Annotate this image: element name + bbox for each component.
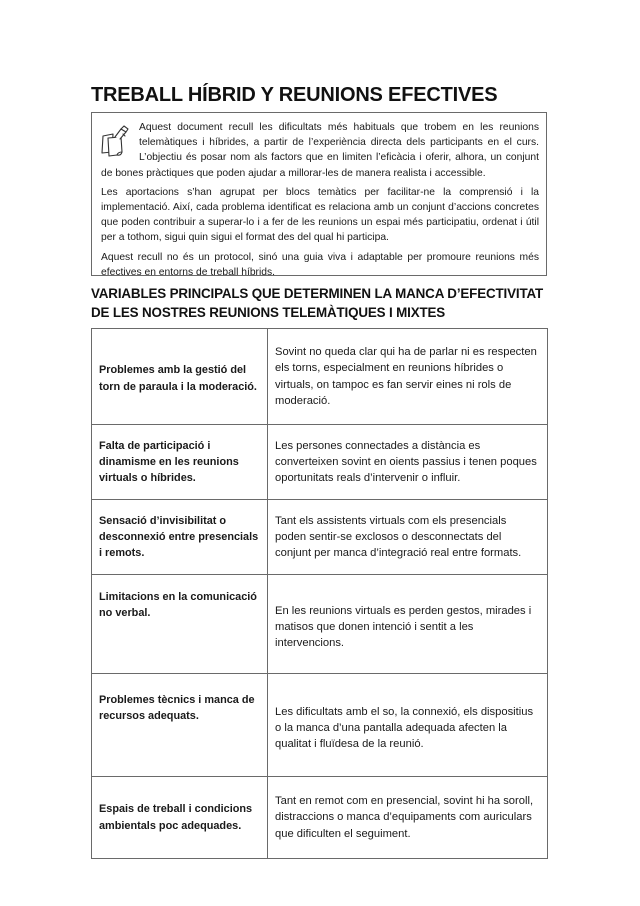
problem-cell: Problemes tècnics i manca de recursos adequats. xyxy=(92,674,268,777)
table-row xyxy=(92,425,548,500)
intro-paragraph-1: Aquest document recull les dificultats més habituals que trobem en les reunions telemàtiques i híbrides, a partir de l’experiència directa dels participants en el curs. L’objectiu és posar nom als factors que en limiten l’eficàcia i oferir, alhora, un conjunt de bones pràctiques que poden ajudar a millorar-les de manera realista i accessible. xyxy=(101,122,539,179)
description-cell: En les reunions virtuals es perden gestos, mirades i matisos que donen intenció i sentit a les intervencions. xyxy=(268,575,548,674)
page-title: TREBALL HÍBRID Y REUNIONS EFECTIVES xyxy=(91,84,498,106)
table-row xyxy=(92,500,548,575)
table-row xyxy=(92,329,548,425)
description-cell: Tant en remot com en presencial, sovint hi ha soroll, distraccions o manca d’equipaments com auriculars que dificulten el seguiment. xyxy=(268,777,548,859)
table-row xyxy=(92,575,548,674)
problem-cell: Limitacions en la comunicació no verbal. xyxy=(92,575,268,674)
table-row xyxy=(92,674,548,777)
intro-paragraph-3: Aquest recull no és un protocol, sinó una guia viva i adaptable per promoure reunions més efectives en entorns de treball híbrids. xyxy=(101,251,539,278)
table-row xyxy=(92,777,548,859)
intro-box xyxy=(91,112,547,276)
description-cell: Les persones connectades a distància es converteixen sovint en oients passius i tenen poques oportunitats reals d’intervenir o influir. xyxy=(268,425,548,500)
description-cell: Tant els assistents virtuals com els presencials poden sentir-se exclosos o desconnectats del conjunt per manca d’integració real entre formats. xyxy=(268,500,548,575)
variables-table xyxy=(91,328,548,859)
description-cell: Les dificultats amb el so, la connexió, els dispositius o la manca d’una pantalla adequada afecten la qualitat i fluïdesa de la reunió. xyxy=(268,674,548,777)
problem-cell: Sensació d’invisibilitat o desconnexió entre presencials i remots. xyxy=(92,500,268,575)
problem-cell: Problemes amb la gestió del torn de paraula i la moderació. xyxy=(92,329,268,425)
description-cell: Sovint no queda clar qui ha de parlar ni es respecten els torns, especialment en reunions híbrides o virtuals, on tampoc es fan servir eines ni rols de moderació. xyxy=(268,329,548,425)
intro-paragraph-2: Les aportacions s’han agrupat per blocs temàtics per facilitar-ne la comprensió i la implementació. Així, cada problema identificat es relaciona amb un conjunt d’accions concretes que poden contribuir a superar-lo i a fer de les reunions un espai més participatiu, ordenat i útil per a tothom, sigui quin sigui el format des del qual hi participa. xyxy=(101,186,539,244)
notes-pin-icon xyxy=(99,122,133,162)
section-title: VARIABLES PRINCIPALS QUE DETERMINEN LA MANCA D’EFECTIVITAT DE LES NOSTRES REUNIONS TELEMÀTIQUES I MIXTES xyxy=(91,286,544,320)
problem-cell: Falta de participació i dinamisme en les reunions virtuals o híbrides. xyxy=(92,425,268,500)
problem-cell: Espais de treball i condicions ambientals poc adequades. xyxy=(92,777,268,859)
